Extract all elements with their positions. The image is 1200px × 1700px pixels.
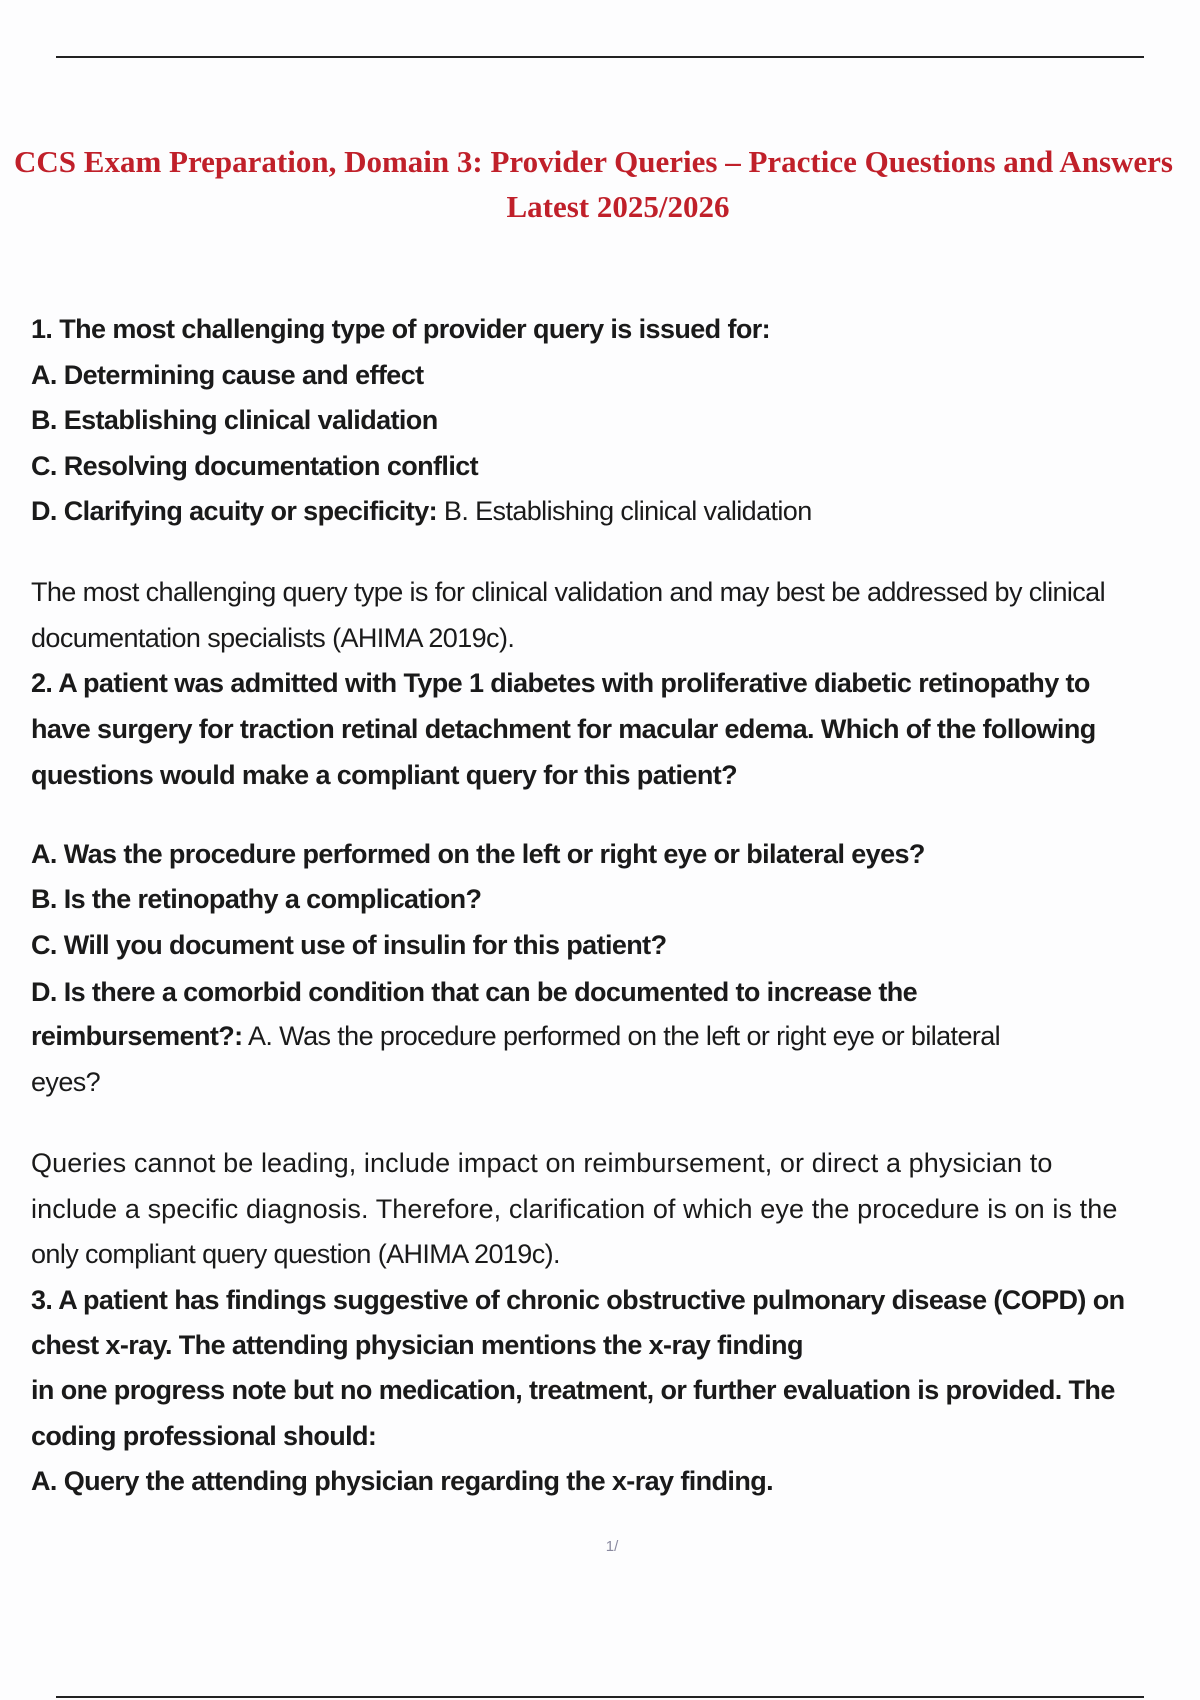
top-rule — [56, 56, 1144, 58]
question-1-explanation-line-2: documentation specialists (AHIMA 2019c). — [31, 623, 515, 653]
question-3-option-a: A. Query the attending physician regarding the x-ray finding. — [31, 1466, 774, 1496]
question-1-option-a: A. Determining cause and effect — [31, 360, 424, 390]
question-3-stem-line-4: coding professional should: — [31, 1421, 377, 1451]
question-2-option-d-line-1: D. Is there a comorbid condition that can be documented to increase the — [31, 977, 918, 1007]
question-2-stem-line-2: have surgery for traction retinal detachment for macular edema. Which of the following — [31, 714, 1096, 744]
document-subtitle: Latest 2025/2026 — [506, 189, 730, 224]
question-2-option-c: C. Will you document use of insulin for this patient? — [31, 930, 667, 960]
question-2-option-d-line-2 — [31, 1019, 1200, 1053]
question-1-option-d-line — [31, 494, 1200, 528]
question-1-stem: 1. The most challenging type of provider query is issued for: — [31, 314, 771, 344]
question-2-option-a: A. Was the procedure performed on the left or right eye or bilateral eyes? — [31, 839, 925, 869]
bottom-rule — [56, 1696, 1144, 1698]
question-3-stem-line-2: chest x-ray. The attending physician mentions the x-ray finding — [31, 1330, 803, 1360]
question-2-explanation-line-1: Queries cannot be leading, include impact on reimbursement, or direct a physician to — [31, 1148, 1053, 1178]
page-number: 1/ — [605, 1538, 619, 1555]
question-1-answer: B. Establishing clinical validation — [437, 496, 812, 526]
question-2-explanation-line-2: include a specific diagnosis. Therefore, clarification of which eye the procedure is on is the — [31, 1194, 1118, 1224]
question-2-stem-line-3: questions would make a compliant query for this patient? — [31, 760, 738, 790]
question-2-option-b: B. Is the retinopathy a complication? — [31, 884, 482, 914]
question-1-option-b: B. Establishing clinical validation — [31, 405, 438, 435]
question-3-stem-line-3: in one progress note but no medication, treatment, or further evaluation is provided. The — [31, 1375, 1115, 1405]
document-title: CCS Exam Preparation, Domain 3: Provider Queries – Practice Questions and Answers — [14, 144, 1173, 179]
question-1-explanation-line-1: The most challenging query type is for clinical validation and may best be addressed by clinical — [31, 577, 1106, 607]
question-2-answer-line-2: eyes? — [31, 1067, 101, 1097]
question-1-option-d: D. Clarifying acuity or specificity: — [31, 496, 438, 526]
question-2-stem-line-1: 2. A patient was admitted with Type 1 diabetes with proliferative diabetic retinopathy to — [31, 668, 1090, 698]
question-2-explanation-line-3: only compliant query question (AHIMA 2019c). — [31, 1239, 560, 1269]
question-2-option-d-end: reimbursement?: — [31, 1021, 243, 1051]
question-1-option-c: C. Resolving documentation conflict — [31, 451, 479, 481]
question-2-answer: A. Was the procedure performed on the left or right eye or bilateral — [242, 1021, 1001, 1051]
question-3-stem-line-1: 3. A patient has findings suggestive of chronic obstructive pulmonary disease (COPD) on — [31, 1285, 1125, 1315]
